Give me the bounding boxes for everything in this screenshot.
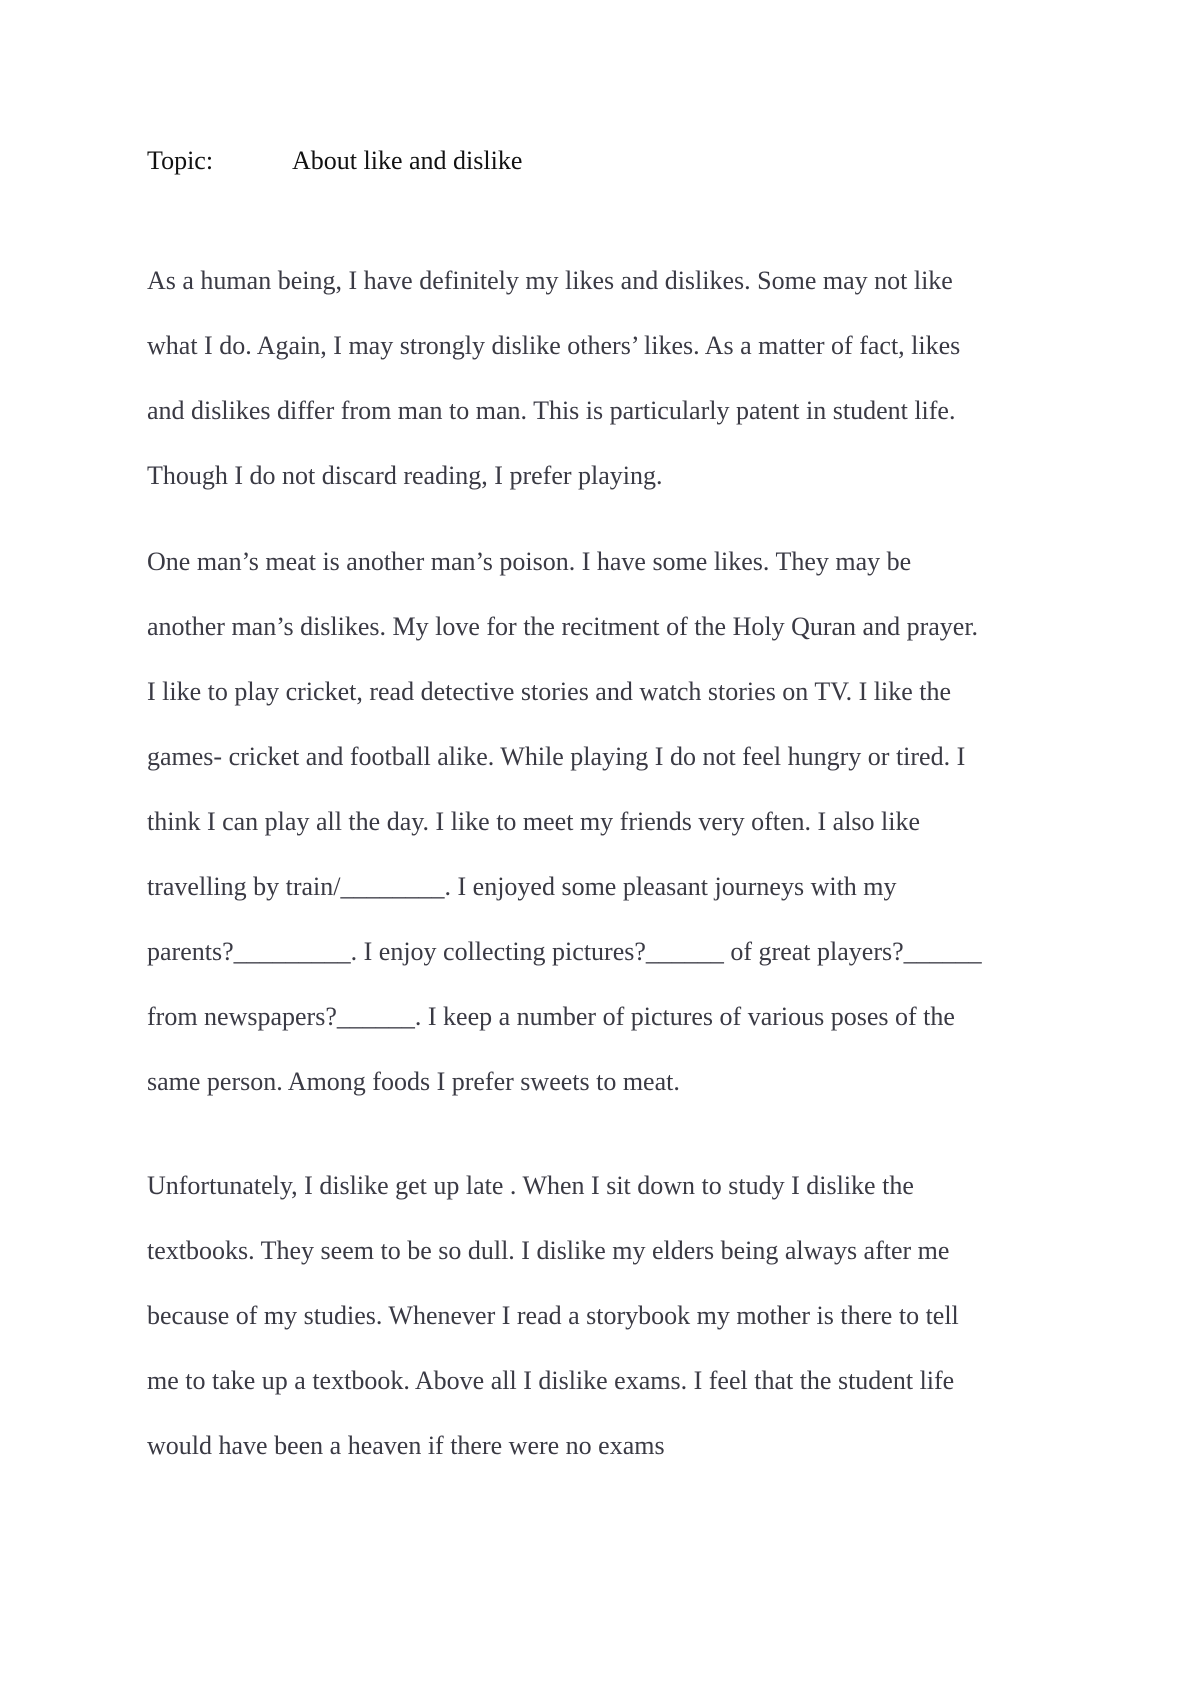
topic-title: About like and dislike <box>292 146 523 175</box>
paragraph-line: another man’s dislikes. My love for the recitment of the Holy Quran and prayer. <box>147 612 979 641</box>
paragraph-line: would have been a heaven if there were no exams <box>147 1431 665 1460</box>
paragraph-line: parents?_________. I enjoy collecting pictures?______ of great players?______ <box>147 937 982 966</box>
paragraph-line: games- cricket and football alike. While playing I do not feel hungry or tired. I <box>147 742 966 771</box>
paragraph-line: and dislikes differ from man to man. This is particularly patent in student life. <box>147 396 956 425</box>
paragraph-line: One man’s meat is another man’s poison. I have some likes. They may be <box>147 547 912 576</box>
paragraph-line: Unfortunately, I dislike get up late . When I sit down to study I dislike the <box>147 1171 914 1200</box>
paragraph-line: textbooks. They seem to be so dull. I dislike my elders being always after me <box>147 1236 950 1265</box>
paragraph-line: think I can play all the day. I like to meet my friends very often. I also like <box>147 807 921 836</box>
paragraph-line: because of my studies. Whenever I read a storybook my mother is there to tell <box>147 1301 959 1330</box>
paragraph-line: what I do. Again, I may strongly dislike others’ likes. As a matter of fact, likes <box>147 331 961 360</box>
paragraph-line: travelling by train/________. I enjoyed some pleasant journeys with my <box>147 872 897 901</box>
paragraph-line: from newspapers?______. I keep a number of pictures of various poses of the <box>147 1002 955 1031</box>
topic-label: Topic: <box>147 146 214 175</box>
paragraph-line: As a human being, I have definitely my likes and dislikes. Some may not like <box>147 266 953 295</box>
topic-heading <box>147 146 522 176</box>
paragraph-line: me to take up a textbook. Above all I dislike exams. I feel that the student life <box>147 1366 955 1395</box>
paragraph-line: Though I do not discard reading, I prefer playing. <box>147 461 663 490</box>
paragraph-line: I like to play cricket, read detective stories and watch stories on TV. I like the <box>147 677 952 706</box>
paragraph-line: same person. Among foods I prefer sweets to meat. <box>147 1067 680 1096</box>
